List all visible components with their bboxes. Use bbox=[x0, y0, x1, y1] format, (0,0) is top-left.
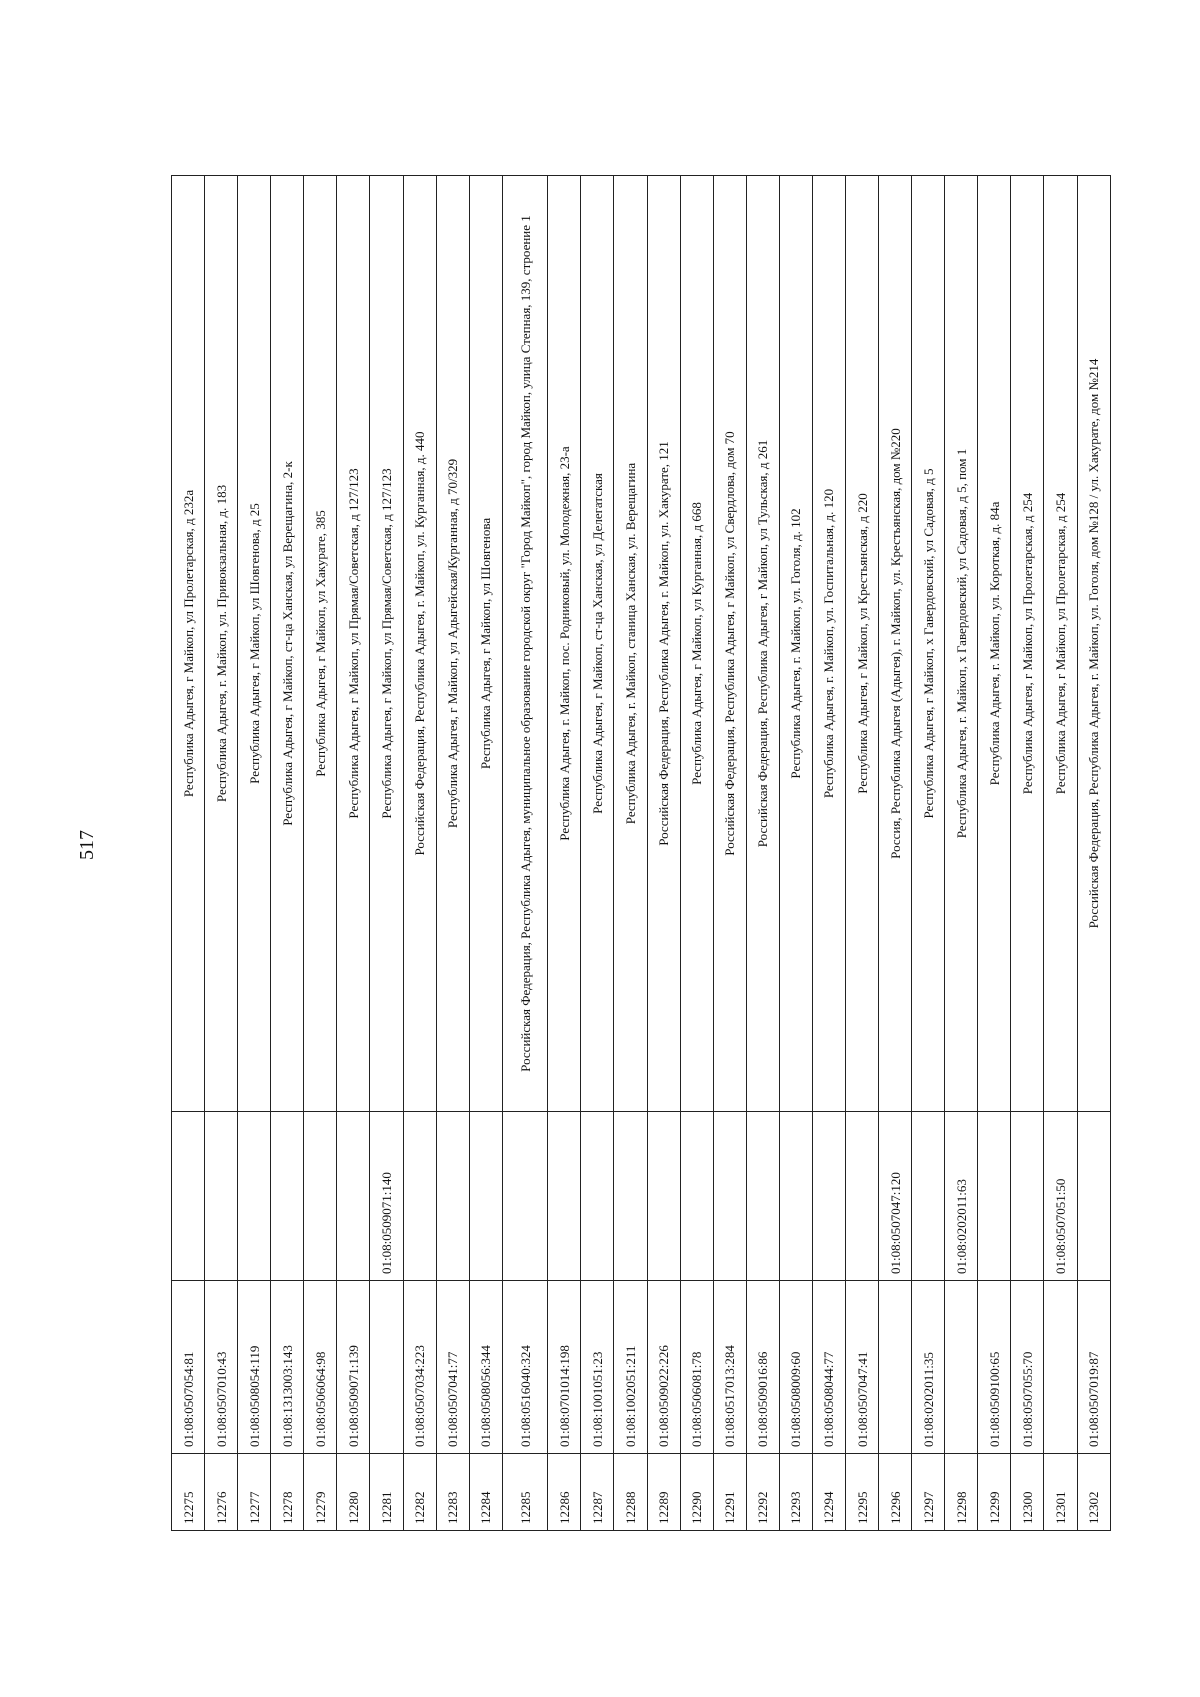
cadastral-number-cell: 01:08:0508054:119 bbox=[238, 1281, 271, 1454]
row-number-cell: 12275 bbox=[172, 1454, 205, 1531]
row-number-cell: 12278 bbox=[271, 1454, 304, 1531]
address-cell: Республика Адыгея, г. Майкоп, ул. Госпитальная, д. 120 bbox=[812, 176, 845, 1112]
row-number-cell: 12287 bbox=[581, 1454, 614, 1531]
table-row bbox=[614, 176, 647, 1531]
linked-cadastral-number-cell bbox=[581, 1112, 614, 1281]
linked-cadastral-number-cell bbox=[548, 1112, 581, 1281]
linked-cadastral-number-cell bbox=[271, 1112, 304, 1281]
cadastral-address-table bbox=[171, 175, 1111, 1531]
cadastral-number-cell: 01:08:0508044:77 bbox=[812, 1281, 845, 1454]
address-cell: Республика Адыгея, г. Майкоп, станица Ханская, ул. Верещагина bbox=[614, 176, 647, 1112]
linked-cadastral-number-cell: 01:08:0202011:63 bbox=[945, 1112, 978, 1281]
table-row bbox=[205, 176, 238, 1531]
table-row bbox=[502, 176, 548, 1531]
row-number-cell: 12296 bbox=[879, 1454, 912, 1531]
cadastral-number-cell: 01:08:0506081:78 bbox=[680, 1281, 713, 1454]
address-cell: Республика Адыгея, г Майкоп, х Гавердовский, ул Садовая, д 5 bbox=[912, 176, 945, 1112]
address-cell: Республика Адыгея, г Майкоп, ул Пролетарская, д 254 bbox=[1044, 176, 1077, 1112]
cadastral-number-cell: 01:08:0507034:223 bbox=[403, 1281, 436, 1454]
linked-cadastral-number-cell bbox=[845, 1112, 878, 1281]
cadastral-number-cell: 01:08:1002051:211 bbox=[614, 1281, 647, 1454]
linked-cadastral-number-cell bbox=[746, 1112, 779, 1281]
table-row bbox=[812, 176, 845, 1531]
cadastral-number-cell: 01:08:0507010:43 bbox=[205, 1281, 238, 1454]
address-cell: Российская Федерация, Республика Адыгея, г Майкоп, ул Свердлова, дом 70 bbox=[713, 176, 746, 1112]
linked-cadastral-number-cell bbox=[304, 1112, 337, 1281]
table-row bbox=[978, 176, 1011, 1531]
linked-cadastral-number-cell bbox=[812, 1112, 845, 1281]
address-cell: Российская Федерация, Республика Адыгея, г. Майкоп, ул. Хакурате, 121 bbox=[647, 176, 680, 1112]
linked-cadastral-number-cell bbox=[1011, 1112, 1044, 1281]
row-number-cell: 12280 bbox=[337, 1454, 370, 1531]
row-number-cell: 12277 bbox=[238, 1454, 271, 1531]
address-cell: Российская Федерация, Республика Адыгея, г. Майкоп, ул. Гоголя, дом №128 / ул. Хакурате, дом №214 bbox=[1077, 176, 1110, 1112]
linked-cadastral-number-cell bbox=[680, 1112, 713, 1281]
linked-cadastral-number-cell bbox=[1077, 1112, 1110, 1281]
rotated-table-container bbox=[171, 175, 1111, 1531]
table-row bbox=[403, 176, 436, 1531]
row-number-cell: 12281 bbox=[370, 1454, 403, 1531]
row-number-cell: 12282 bbox=[403, 1454, 436, 1531]
address-cell: Республика Адыгея, г Майкоп, ст-ца Ханская, ул Верещагина, 2-к bbox=[271, 176, 304, 1112]
address-cell: Республика Адыгея, г. Майкоп, ул. Привокзальная, д. 183 bbox=[205, 176, 238, 1112]
address-cell: Республика Адыгея, г Майкоп, ул Шовгенова bbox=[469, 176, 502, 1112]
table-row bbox=[845, 176, 878, 1531]
cadastral-number-cell: 01:08:1313003:143 bbox=[271, 1281, 304, 1454]
table-row bbox=[779, 176, 812, 1531]
row-number-cell: 12298 bbox=[945, 1454, 978, 1531]
row-number-cell: 12283 bbox=[436, 1454, 469, 1531]
row-number-cell: 12289 bbox=[647, 1454, 680, 1531]
table-row bbox=[945, 176, 978, 1531]
table-row bbox=[581, 176, 614, 1531]
row-number-cell: 12284 bbox=[469, 1454, 502, 1531]
address-cell: Российская Федерация, Республика Адыгея, муниципальное образование городской округ "Город Майкоп", город Майкоп, улица Степная, 139, строение 1 bbox=[502, 176, 548, 1112]
table-row bbox=[548, 176, 581, 1531]
table-row bbox=[370, 176, 403, 1531]
address-cell: Республика Адыгея, г Майкоп, ул Пролетарская, д 232а bbox=[172, 176, 205, 1112]
cadastral-number-cell: 01:08:0202011:35 bbox=[912, 1281, 945, 1454]
address-cell: Республика Адыгея, г. Майкоп, х Гавердовский, ул Садовая, д 5, пом 1 bbox=[945, 176, 978, 1112]
cadastral-number-cell: 01:08:0508009:60 bbox=[779, 1281, 812, 1454]
table-row bbox=[271, 176, 304, 1531]
row-number-cell: 12299 bbox=[978, 1454, 1011, 1531]
row-number-cell: 12297 bbox=[912, 1454, 945, 1531]
address-cell: Республика Адыгея, г. Майкоп, пос. Родниковый, ул. Молодежная, 23-а bbox=[548, 176, 581, 1112]
address-cell: Республика Адыгея, г Майкоп, ст-ца Ханская, ул Делегатская bbox=[581, 176, 614, 1112]
cadastral-number-cell: 01:08:0507054:81 bbox=[172, 1281, 205, 1454]
cadastral-number-cell bbox=[1044, 1281, 1077, 1454]
table-row bbox=[713, 176, 746, 1531]
linked-cadastral-number-cell bbox=[779, 1112, 812, 1281]
table-row bbox=[680, 176, 713, 1531]
row-number-cell: 12292 bbox=[746, 1454, 779, 1531]
linked-cadastral-number-cell bbox=[647, 1112, 680, 1281]
cadastral-number-cell: 01:08:0509071:139 bbox=[337, 1281, 370, 1454]
table-row bbox=[1011, 176, 1044, 1531]
page-number: 517 bbox=[75, 830, 98, 860]
cadastral-number-cell: 01:08:0517013:284 bbox=[713, 1281, 746, 1454]
cadastral-number-cell: 01:08:0509100:65 bbox=[978, 1281, 1011, 1454]
linked-cadastral-number-cell bbox=[172, 1112, 205, 1281]
address-cell: Республика Адыгея, г. Майкоп, ул. Короткая, д. 84а bbox=[978, 176, 1011, 1112]
row-number-cell: 12295 bbox=[845, 1454, 878, 1531]
address-cell: Российская Федерация, Республика Адыгея, г. Майкоп, ул. Курганная, д. 440 bbox=[403, 176, 436, 1112]
cadastral-number-cell: 01:08:0507019:87 bbox=[1077, 1281, 1110, 1454]
linked-cadastral-number-cell bbox=[469, 1112, 502, 1281]
linked-cadastral-number-cell bbox=[502, 1112, 548, 1281]
address-cell: Республика Адыгея, г Майкоп, ул Шовгенова, д 25 bbox=[238, 176, 271, 1112]
row-number-cell: 12285 bbox=[502, 1454, 548, 1531]
linked-cadastral-number-cell bbox=[912, 1112, 945, 1281]
address-cell: Республика Адыгея, г Майкоп, ул Прямая/Советская, д 127/123 bbox=[337, 176, 370, 1112]
address-cell: Республика Адыгея, г Майкоп, ул Крестьянская, д 220 bbox=[845, 176, 878, 1112]
table-row bbox=[469, 176, 502, 1531]
address-cell: Российская Федерация, Республика Адыгея, г Майкоп, ул Тульская, д 261 bbox=[746, 176, 779, 1112]
address-cell: Республика Адыгея, г Майкоп, ул Хакурате, 385 bbox=[304, 176, 337, 1112]
linked-cadastral-number-cell bbox=[436, 1112, 469, 1281]
linked-cadastral-number-cell bbox=[713, 1112, 746, 1281]
row-number-cell: 12290 bbox=[680, 1454, 713, 1531]
linked-cadastral-number-cell: 01:08:0507051:50 bbox=[1044, 1112, 1077, 1281]
address-cell: Республика Адыгея, г Майкоп, ул Курганная, д 668 bbox=[680, 176, 713, 1112]
address-cell: Республика Адыгея, г Майкоп, ул Адыгейская/Курганная, д 70/329 bbox=[436, 176, 469, 1112]
row-number-cell: 12301 bbox=[1044, 1454, 1077, 1531]
cadastral-number-cell: 01:08:0516040:324 bbox=[502, 1281, 548, 1454]
linked-cadastral-number-cell bbox=[205, 1112, 238, 1281]
table-row bbox=[1077, 176, 1110, 1531]
table-row bbox=[436, 176, 469, 1531]
row-number-cell: 12286 bbox=[548, 1454, 581, 1531]
linked-cadastral-number-cell bbox=[978, 1112, 1011, 1281]
linked-cadastral-number-cell: 01:08:0507047:120 bbox=[879, 1112, 912, 1281]
linked-cadastral-number-cell bbox=[403, 1112, 436, 1281]
table-row bbox=[238, 176, 271, 1531]
table-row bbox=[304, 176, 337, 1531]
cadastral-number-cell: 01:08:0507055:70 bbox=[1011, 1281, 1044, 1454]
cadastral-number-cell bbox=[370, 1281, 403, 1454]
cadastral-number-cell bbox=[945, 1281, 978, 1454]
table-row bbox=[912, 176, 945, 1531]
row-number-cell: 12291 bbox=[713, 1454, 746, 1531]
table-row bbox=[337, 176, 370, 1531]
table-row bbox=[746, 176, 779, 1531]
row-number-cell: 12288 bbox=[614, 1454, 647, 1531]
address-cell: Республика Адыгея, г Майкоп, ул Пролетарская, д 254 bbox=[1011, 176, 1044, 1112]
row-number-cell: 12279 bbox=[304, 1454, 337, 1531]
address-cell: Республика Адыгея, г. Майкоп, ул. Гоголя, д. 102 bbox=[779, 176, 812, 1112]
cadastral-number-cell: 01:08:0508056:344 bbox=[469, 1281, 502, 1454]
address-cell: Республика Адыгея, г Майкоп, ул Прямая/Советская, д 127/123 bbox=[370, 176, 403, 1112]
row-number-cell: 12300 bbox=[1011, 1454, 1044, 1531]
cadastral-number-cell: 01:08:0509022:226 bbox=[647, 1281, 680, 1454]
table-row bbox=[172, 176, 205, 1531]
cadastral-number-cell: 01:08:0509016:86 bbox=[746, 1281, 779, 1454]
cadastral-number-cell: 01:08:0507041:77 bbox=[436, 1281, 469, 1454]
cadastral-number-cell: 01:08:0506064:98 bbox=[304, 1281, 337, 1454]
address-cell: Россия, Республика Адыгея (Адыгея), г. Майкоп, ул. Крестьянская, дом №220 bbox=[879, 176, 912, 1112]
cadastral-number-cell bbox=[879, 1281, 912, 1454]
table-row bbox=[647, 176, 680, 1531]
row-number-cell: 12302 bbox=[1077, 1454, 1110, 1531]
linked-cadastral-number-cell: 01:08:0509071:140 bbox=[370, 1112, 403, 1281]
linked-cadastral-number-cell bbox=[238, 1112, 271, 1281]
cadastral-number-cell: 01:08:0507047:41 bbox=[845, 1281, 878, 1454]
row-number-cell: 12276 bbox=[205, 1454, 238, 1531]
table-row bbox=[1044, 176, 1077, 1531]
linked-cadastral-number-cell bbox=[614, 1112, 647, 1281]
cadastral-number-cell: 01:08:0701014:198 bbox=[548, 1281, 581, 1454]
row-number-cell: 12293 bbox=[779, 1454, 812, 1531]
table-row bbox=[879, 176, 912, 1531]
cadastral-number-cell: 01:08:1001051:23 bbox=[581, 1281, 614, 1454]
row-number-cell: 12294 bbox=[812, 1454, 845, 1531]
table-body bbox=[172, 176, 1111, 1531]
linked-cadastral-number-cell bbox=[337, 1112, 370, 1281]
